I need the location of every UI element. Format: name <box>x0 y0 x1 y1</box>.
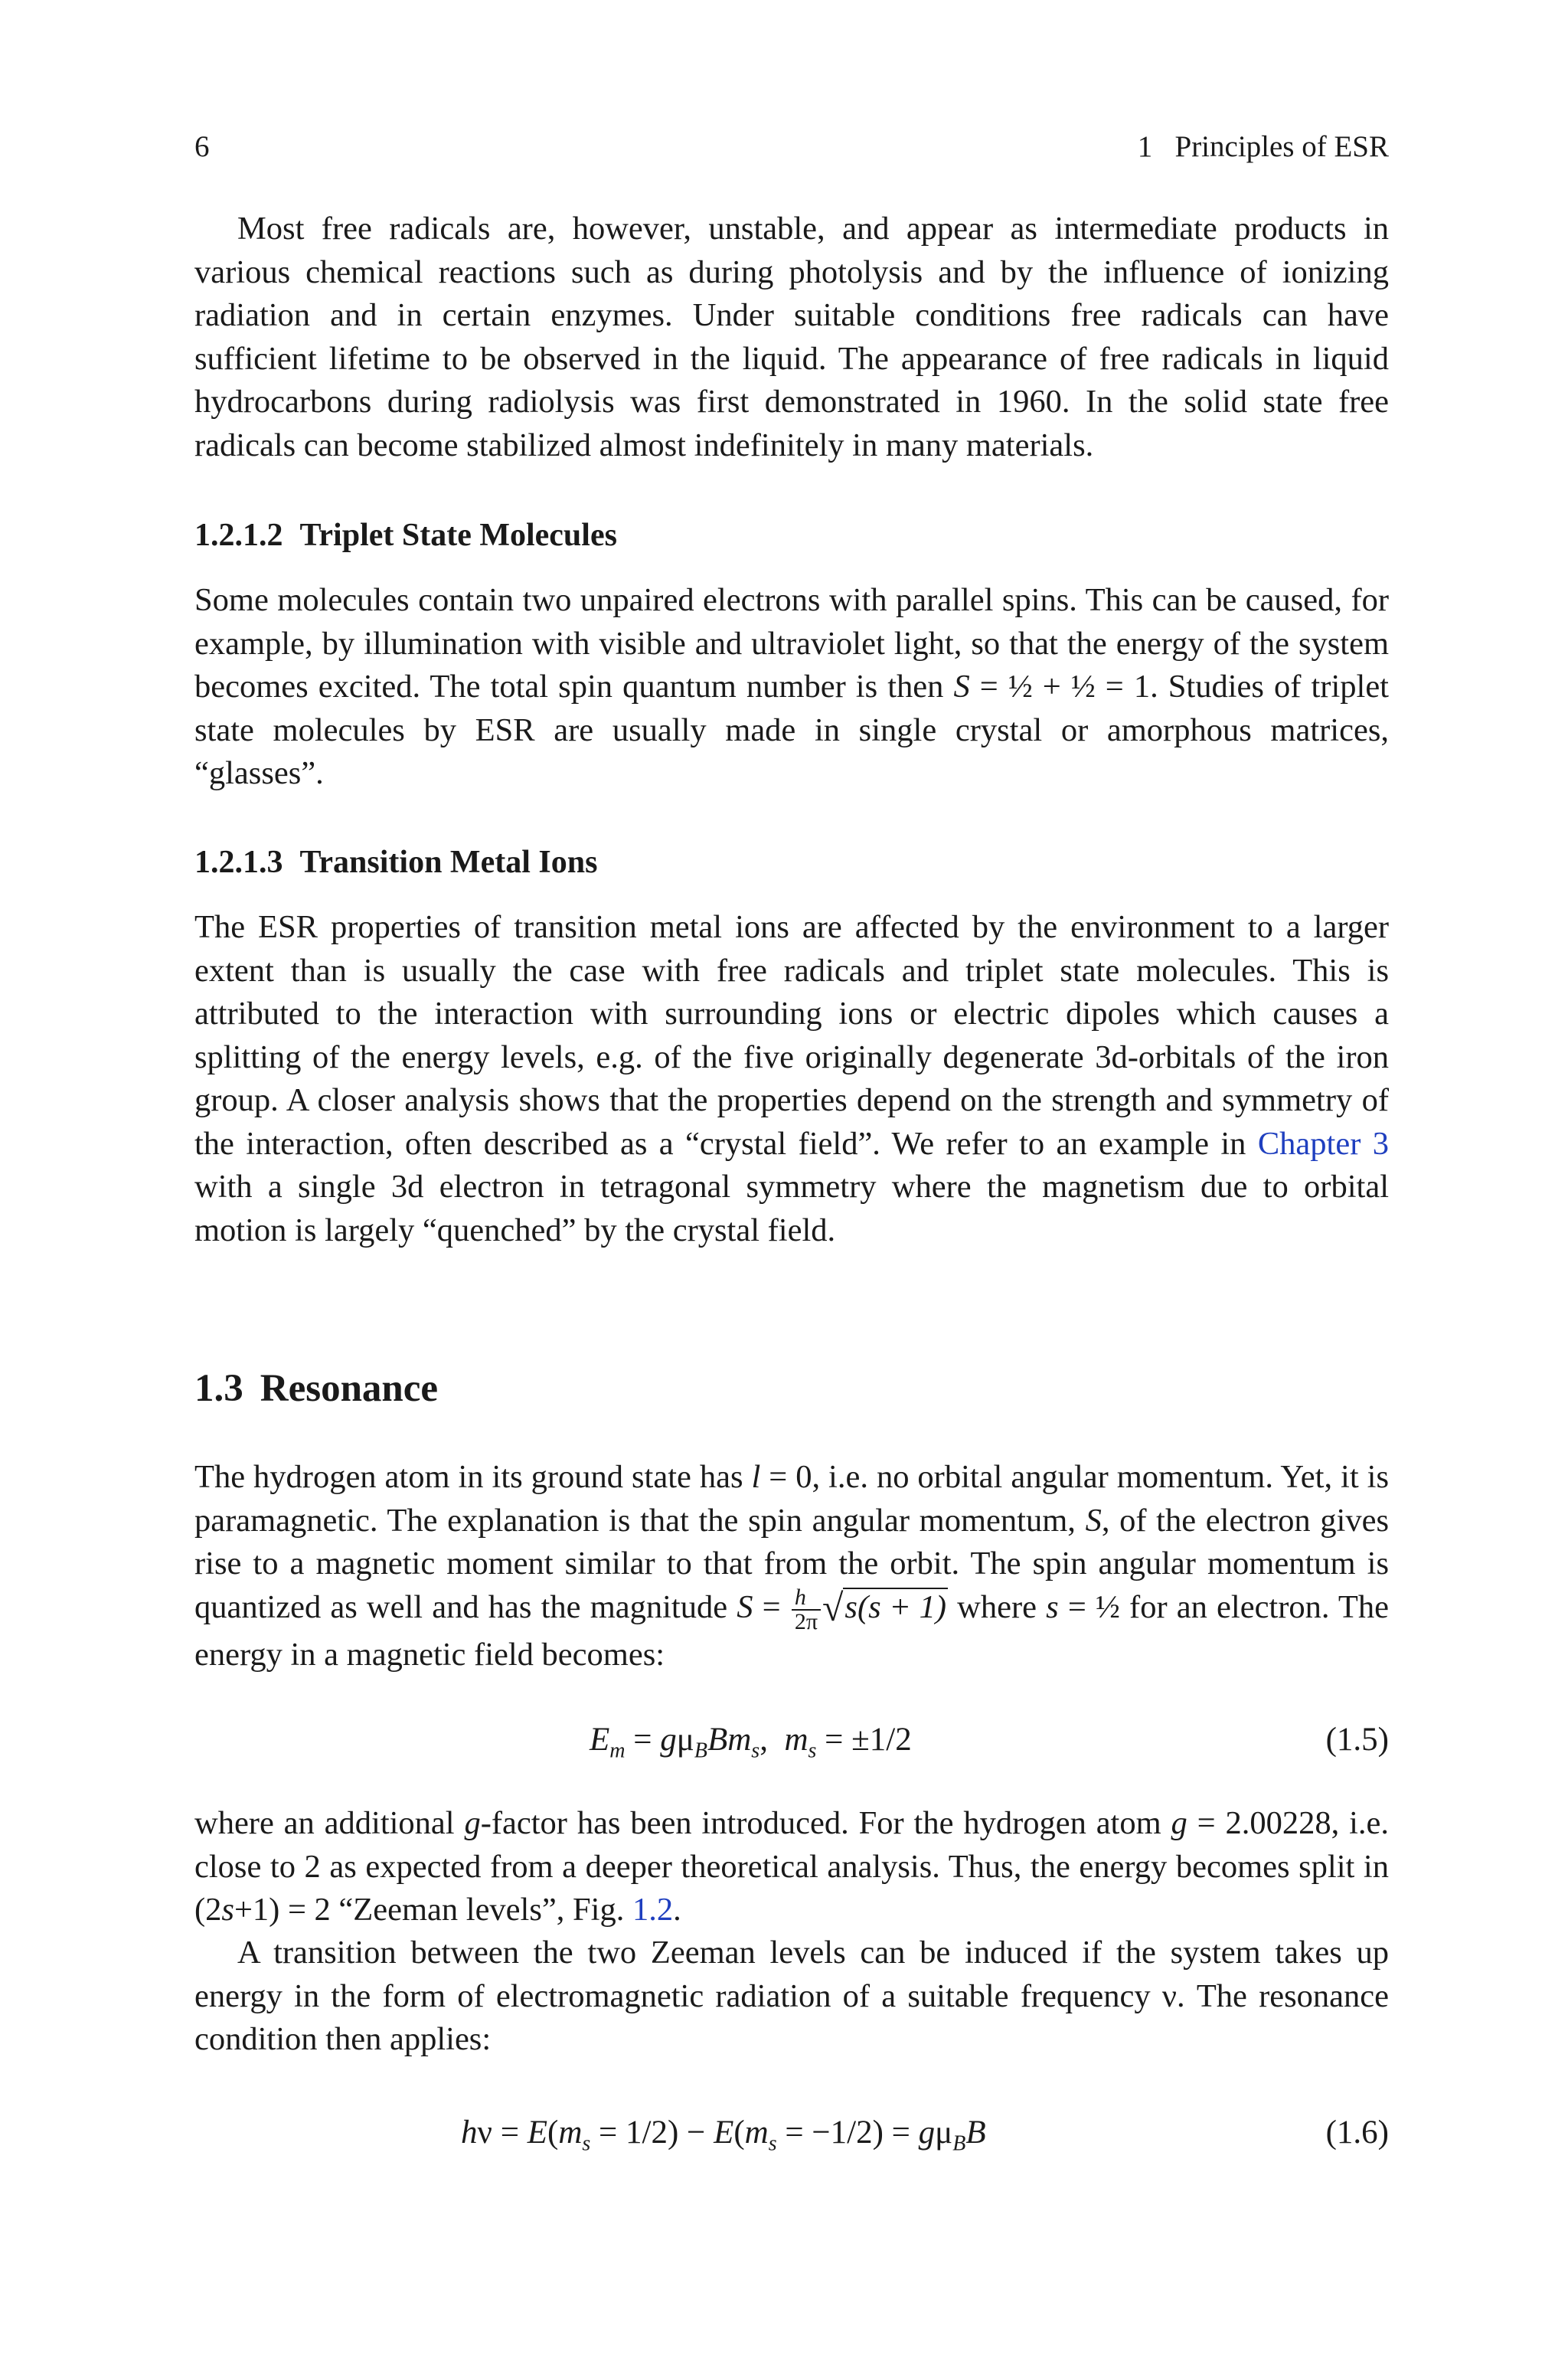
page-number: 6 <box>194 130 210 163</box>
symbol-s: s <box>221 1892 234 1928</box>
square-root <box>822 1586 948 1630</box>
equation-1-6 <box>194 2110 1389 2156</box>
subsection-title: Transition Metal Ions <box>299 845 598 880</box>
symbol-S: S <box>1085 1502 1102 1539</box>
text-run: = 0, i.e. no orbital angular momentum. Yet, it is paramagnetic. The explanation is that the spin angular momentum, <box>194 1459 1389 1539</box>
running-head <box>194 126 1389 168</box>
section-title: Resonance <box>260 1367 439 1410</box>
equation-expression: $h\nu = E(m_s = 1/2) - E(m_s = -1/2) = g\mu_BB$ <box>461 2115 986 2156</box>
text-run: = <box>753 1588 790 1625</box>
paragraph-transition-metal-ions <box>194 906 1389 1252</box>
symbol-s: s <box>1046 1588 1059 1625</box>
paragraph-free-radicals: Most free radicals are, however, unstable, and appear as intermediate products in various chemical reactions such as during photolysis and by the influence of ionizing radiation and in certain enzymes. Under suitable conditions free radicals can have sufficient lifetime to be observed in the liquid. The appearance of free radicals in liquid hydrocarbons during radiolysis was first demonstrated in 1960. In the solid state free radicals can become stabilized almost indefinitely in many materials. <box>194 211 1389 463</box>
section-heading-13 <box>194 1362 1389 1415</box>
text-run: where <box>948 1588 1047 1625</box>
text-run: Some molecules contain two unpaired electrons with parallel spins. This can be caused, for example, by illumination with visible and ultraviolet light, so that the energy of the system becomes excited. The total spin quantum number is then <box>194 582 1389 705</box>
equation-expression: $E_m = g\mu_BBm_s$, $m_s = \pm 1/2$ <box>590 1722 912 1763</box>
fraction-h-over-2pi <box>792 1586 821 1634</box>
paragraph-g-factor <box>194 1802 1389 1932</box>
subsection-heading-1213 <box>194 841 1389 884</box>
paragraph-hydrogen-atom <box>194 1456 1389 1676</box>
symbol-g: g <box>1171 1805 1187 1841</box>
symbol-l: l <box>751 1459 761 1495</box>
symbol-S: S <box>953 669 970 705</box>
text-run: = ½ for an electron. The energy in a magnetic field becomes: <box>194 1588 1389 1673</box>
text-run: The ESR properties of transition metal ions are affected by the environment to a larger extent than is usually the case with free radicals and triplet state molecules. This is attributed to the interaction with surrounding ions or electric dipoles which causes a splitting of the energy levels, e.g. of the five originally degenerate 3d-orbitals of the iron group. A closer analysis shows that the properties depend on the strength and symmetry of the interaction, often described as a “crystal field”. We refer to an example in <box>194 909 1389 1162</box>
radicand: s(s + 1) <box>844 1588 946 1625</box>
text-run: The hydrogen atom in its ground state has <box>194 1459 752 1495</box>
text-run: -factor has been introduced. For the hydrogen atom <box>480 1805 1171 1841</box>
figure-1-2-link[interactable]: 1.2 <box>632 1892 674 1928</box>
symbol-S: S <box>737 1588 753 1625</box>
symbol-g: g <box>464 1805 481 1841</box>
text-run: with a single 3d electron in tetragonal symmetry where the magnetism due to orbital motion is largely “quenched” by the crystal field. <box>194 1169 1389 1248</box>
text-run: , of the electron gives rise to a magnetic moment similar to that from the orbit. The spin angular momentum is quantized as well and has the magnitude <box>194 1502 1390 1625</box>
subsection-number: 1.2.1.3 <box>194 845 283 880</box>
text-run: = 2.00228, i.e. close to 2 as expected from a deeper theoretical analysis. Thus, the energy becomes split in (2 <box>194 1805 1389 1928</box>
equation-number: (1.5) <box>1325 1722 1389 1758</box>
equation-1-5 <box>194 1717 1389 1763</box>
paragraph-zeeman-transition: A transition between the two Zeeman levels can be induced if the system takes up energy in the form of electromagnetic radiation of a suitable frequency ν. The resonance condition then applies: <box>194 1935 1389 2057</box>
chapter-3-link[interactable]: Chapter 3 <box>1257 1125 1389 1162</box>
text-run: . <box>673 1892 681 1928</box>
fraction-denominator: 2π <box>794 1608 818 1634</box>
paragraph-triplet-state <box>194 579 1389 796</box>
section-number: 1.3 <box>194 1367 243 1410</box>
subsection-title: Triplet State Molecules <box>299 518 617 553</box>
subsection-number: 1.2.1.2 <box>194 518 283 553</box>
subsection-heading-1212 <box>194 514 1389 557</box>
document-page <box>194 0 1389 2378</box>
chapter-running-title: 1 Principles of ESR <box>1137 130 1389 163</box>
radical-sign: √ <box>822 1585 844 1629</box>
text-run: = ½ + ½ = 1. Studies of triplet state molecules by ESR are usually made in single crystal or amorphous matrices, “glasses”. <box>194 669 1389 791</box>
text-run: where an additional <box>194 1805 465 1841</box>
fraction-numerator: h <box>792 1586 821 1611</box>
text-run: +1) = 2 “Zeeman levels”, Fig. <box>234 1892 632 1928</box>
equation-number: (1.6) <box>1325 2115 1389 2151</box>
